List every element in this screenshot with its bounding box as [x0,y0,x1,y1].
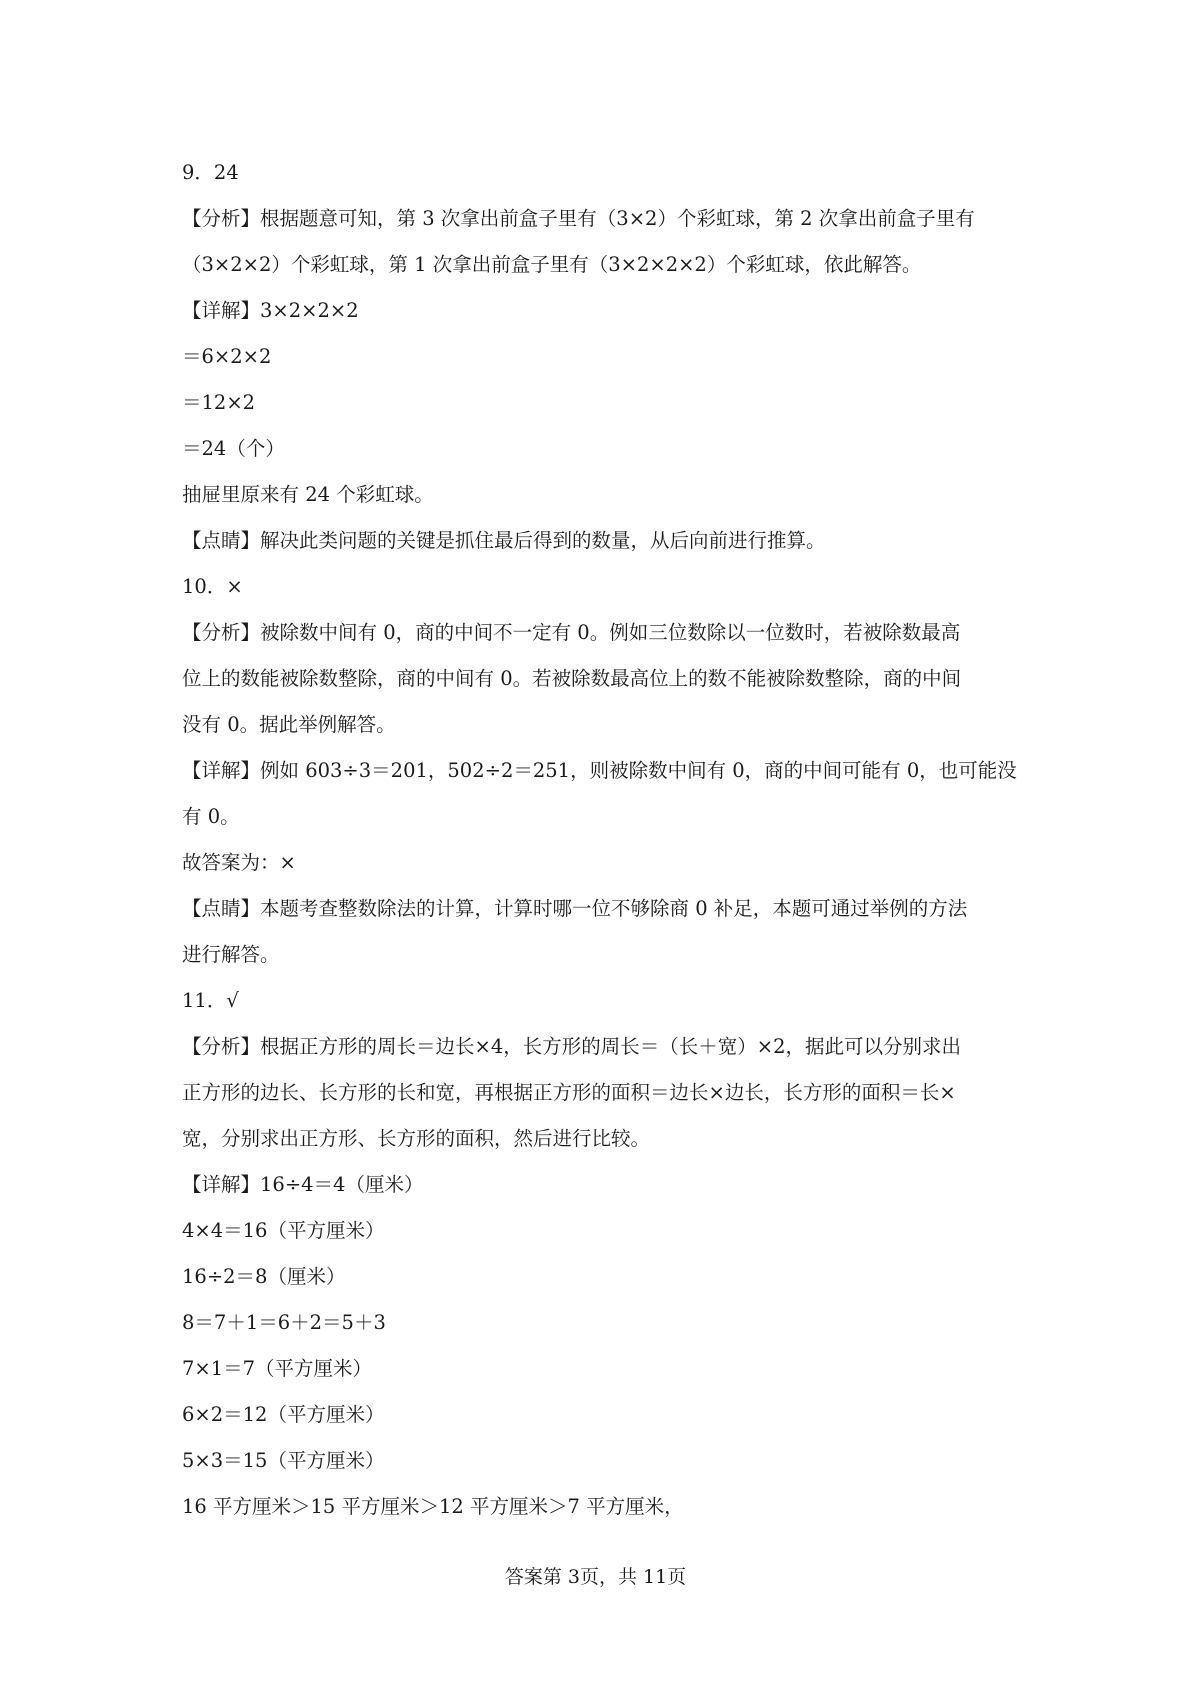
q10-result: 故答案为：× [182,851,296,874]
q10-comment-cont: 进行解答。 [182,943,280,966]
q11-step-1: 4×4＝16（平方厘米） [182,1219,385,1242]
q11-detail: 【详解】16÷4＝4（厘米） [182,1173,424,1196]
q11-answer: 11．√ [182,989,239,1012]
q11-analysis-cont-1: 正方形的边长、长方形的长和宽，再根据正方形的面积＝边长×边长，长方形的面积＝长× [182,1081,956,1104]
q11-step-3: 8＝7＋1＝6＋2＝5＋3 [182,1311,386,1334]
q9-step-1: ＝6×2×2 [182,345,272,368]
q11-analysis: 【分析】根据正方形的周长＝边长×4，长方形的周长＝（长＋宽）×2，据此可以分别求出 [182,1035,961,1058]
answer-content [182,150,1032,1530]
q9-conclusion: 抽屉里原来有 24 个彩虹球。 [182,483,434,506]
q10-analysis-cont-1: 位上的数能被除数整除，商的中间有 0。若被除数最高位上的数不能被除数整除，商的中间 [182,667,962,690]
q11-step-6: 5×3＝15（平方厘米） [182,1449,385,1472]
q11-step-4: 7×1＝7（平方厘米） [182,1357,373,1380]
q11-step-5: 6×2＝12（平方厘米） [182,1403,385,1426]
q9-step-2: ＝12×2 [182,391,256,414]
page-footer: 答案第 3页，共 11页 [504,1566,687,1588]
q10-detail-cont: 有 0。 [182,805,240,828]
q9-step-3: ＝24（个） [182,437,285,460]
q9-comment: 【点睛】解决此类问题的关键是抓住最后得到的数量，从后向前进行推算。 [182,529,826,552]
q11-step-2: 16÷2＝8（厘米） [182,1265,346,1288]
q11-comparison: 16 平方厘米＞15 平方厘米＞12 平方厘米＞7 平方厘米， [182,1495,684,1518]
q10-answer: 10．× [182,575,243,598]
q9-detail: 【详解】3×2×2×2 [182,299,359,322]
q9-analysis: 【分析】根据题意可知，第 3 次拿出前盒子里有（3×2）个彩虹球，第 2 次拿出前盒子里有 [182,207,975,230]
q11-analysis-cont-2: 宽，分别求出正方形、长方形的面积，然后进行比较。 [182,1127,651,1150]
q10-detail: 【详解】例如 603÷3＝201，502÷2＝251，则被除数中间有 0，商的中间可能有 0，也可能没 [182,759,1017,782]
q10-analysis: 【分析】被除数中间有 0，商的中间不一定有 0。例如三位数除以一位数时，若被除数最高 [182,621,961,644]
q9-answer: 9．24 [182,161,239,184]
q10-comment: 【点睛】本题考查整数除法的计算，计算时哪一位不够除商 0 补足，本题可通过举例的方法 [182,897,968,920]
q9-analysis-cont: （3×2×2）个彩虹球，第 1 次拿出前盒子里有（3×2×2×2）个彩虹球，依此解答。 [182,253,922,276]
q10-analysis-cont-2: 没有 0。据此举例解答。 [182,713,396,736]
